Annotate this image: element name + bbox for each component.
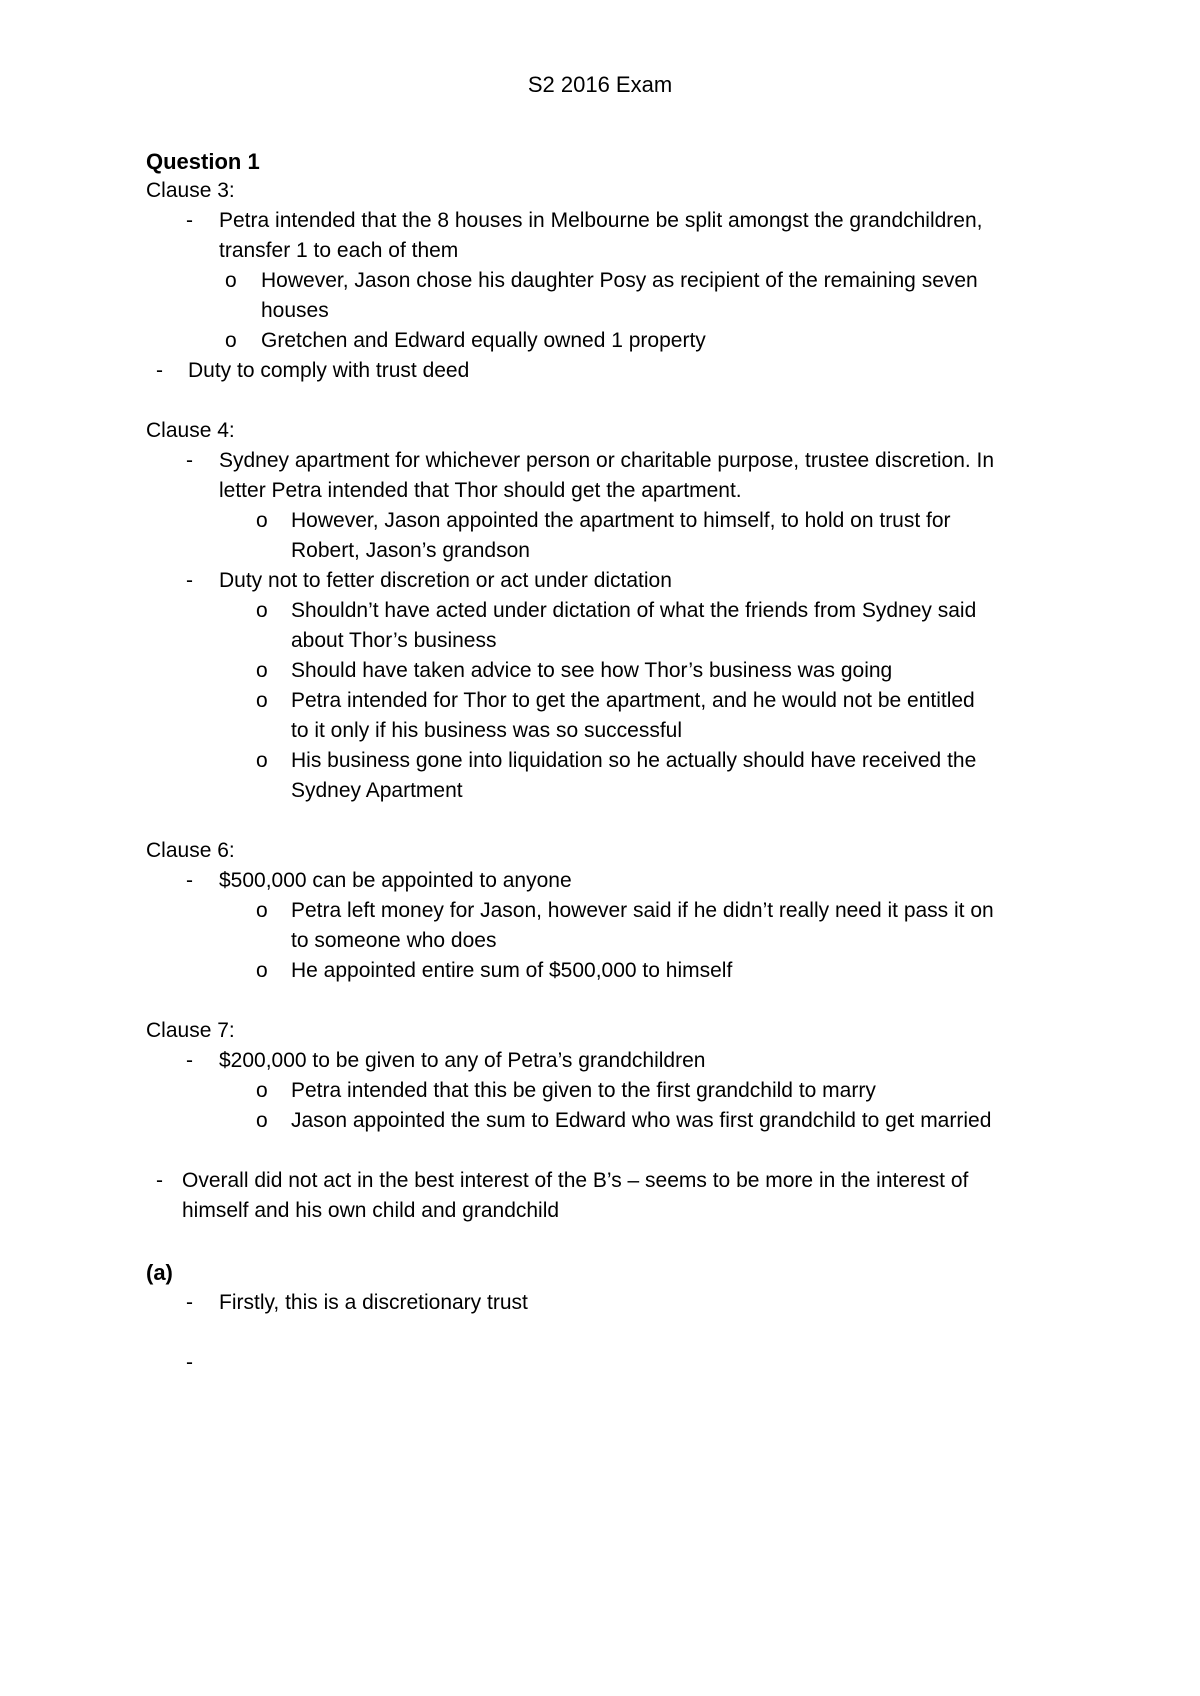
clause-3-bullet-1-line-2: transfer 1 to each of them xyxy=(219,239,459,262)
clause-6-sub-1-line-2: to someone who does xyxy=(291,929,497,952)
dash-bullet: - xyxy=(186,449,193,472)
clause-7-sub-2: Jason appointed the sum to Edward who was first grandchild to get married xyxy=(291,1109,992,1132)
circle-bullet: o xyxy=(256,749,268,772)
circle-bullet: o xyxy=(225,269,237,292)
clause-4-sub-1-line-2: Robert, Jason’s grandson xyxy=(291,539,530,562)
circle-bullet: o xyxy=(256,659,268,682)
clause-4-bullet-1-line-1: Sydney apartment for whichever person or charitable purpose, trustee discretion. In xyxy=(219,449,995,472)
page-title: S2 2016 Exam xyxy=(527,72,673,97)
overall-line-2: himself and his own child and grandchild xyxy=(182,1199,560,1222)
clause-4-sub-5-line-2: Sydney Apartment xyxy=(291,779,463,802)
circle-bullet: o xyxy=(256,1079,268,1102)
clause-6-sub-2: He appointed entire sum of $500,000 to himself xyxy=(291,959,733,982)
clause-4-sub-1-line-1: However, Jason appointed the apartment to himself, to hold on trust for xyxy=(291,509,951,532)
overall-line-1: Overall did not act in the best interest of the B’s – seems to be more in the interest of xyxy=(182,1169,969,1192)
clause-4-sub-2-line-1: Shouldn’t have acted under dictation of what the friends from Sydney said xyxy=(291,599,977,622)
circle-bullet: o xyxy=(256,689,268,712)
clause-3-bullet-1-line-1: Petra intended that the 8 houses in Melbourne be split amongst the grandchildren, xyxy=(219,209,983,232)
part-a-heading: (a) xyxy=(146,1260,173,1285)
dash-bullet: - xyxy=(156,1169,163,1192)
circle-bullet: o xyxy=(256,959,268,982)
clause-7-bullet-1: $200,000 to be given to any of Petra’s grandchildren xyxy=(219,1049,706,1072)
clause-3-sub-1-line-2: houses xyxy=(261,299,329,322)
circle-bullet: o xyxy=(225,329,237,352)
clause-7-sub-1: Petra intended that this be given to the first grandchild to marry xyxy=(291,1079,876,1102)
clause-6-sub-1-line-1: Petra left money for Jason, however said if he didn’t really need it pass it on xyxy=(291,899,994,922)
empty-dash-bullet: - xyxy=(186,1351,193,1374)
dash-bullet: - xyxy=(186,1291,193,1314)
clause-6-heading: Clause 6: xyxy=(146,839,235,862)
circle-bullet: o xyxy=(256,599,268,622)
clause-7-heading: Clause 7: xyxy=(146,1019,235,1042)
circle-bullet: o xyxy=(256,899,268,922)
clause-3-sub-2: Gretchen and Edward equally owned 1 property xyxy=(261,329,706,352)
clause-4-bullet-1-line-2: letter Petra intended that Thor should get the apartment. xyxy=(219,479,742,502)
clause-3-bullet-2: Duty to comply with trust deed xyxy=(188,359,470,382)
clause-4-heading: Clause 4: xyxy=(146,419,235,442)
dash-bullet: - xyxy=(186,1049,193,1072)
part-a-bullet-1: Firstly, this is a discretionary trust xyxy=(219,1291,528,1314)
dash-bullet: - xyxy=(186,569,193,592)
clause-3-heading: Clause 3: xyxy=(146,179,235,202)
clause-4-bullet-2: Duty not to fetter discretion or act under dictation xyxy=(219,569,672,592)
clause-4-sub-5-line-1: His business gone into liquidation so he actually should have received the xyxy=(291,749,977,772)
question-heading: Question 1 xyxy=(146,149,260,174)
circle-bullet: o xyxy=(256,509,268,532)
circle-bullet: o xyxy=(256,1109,268,1132)
clause-4-sub-2-line-2: about Thor’s business xyxy=(291,629,497,652)
clause-4-sub-4-line-2: to it only if his business was so successful xyxy=(291,719,683,742)
dash-bullet: - xyxy=(186,209,193,232)
dash-bullet: - xyxy=(186,869,193,892)
dash-bullet: - xyxy=(156,359,163,382)
clause-4-sub-3: Should have taken advice to see how Thor’s business was going xyxy=(291,659,893,682)
clause-6-bullet-1: $500,000 can be appointed to anyone xyxy=(219,869,572,892)
clause-3-sub-1-line-1: However, Jason chose his daughter Posy as recipient of the remaining seven xyxy=(261,269,978,292)
clause-4-sub-4-line-1: Petra intended for Thor to get the apartment, and he would not be entitled xyxy=(291,689,975,712)
